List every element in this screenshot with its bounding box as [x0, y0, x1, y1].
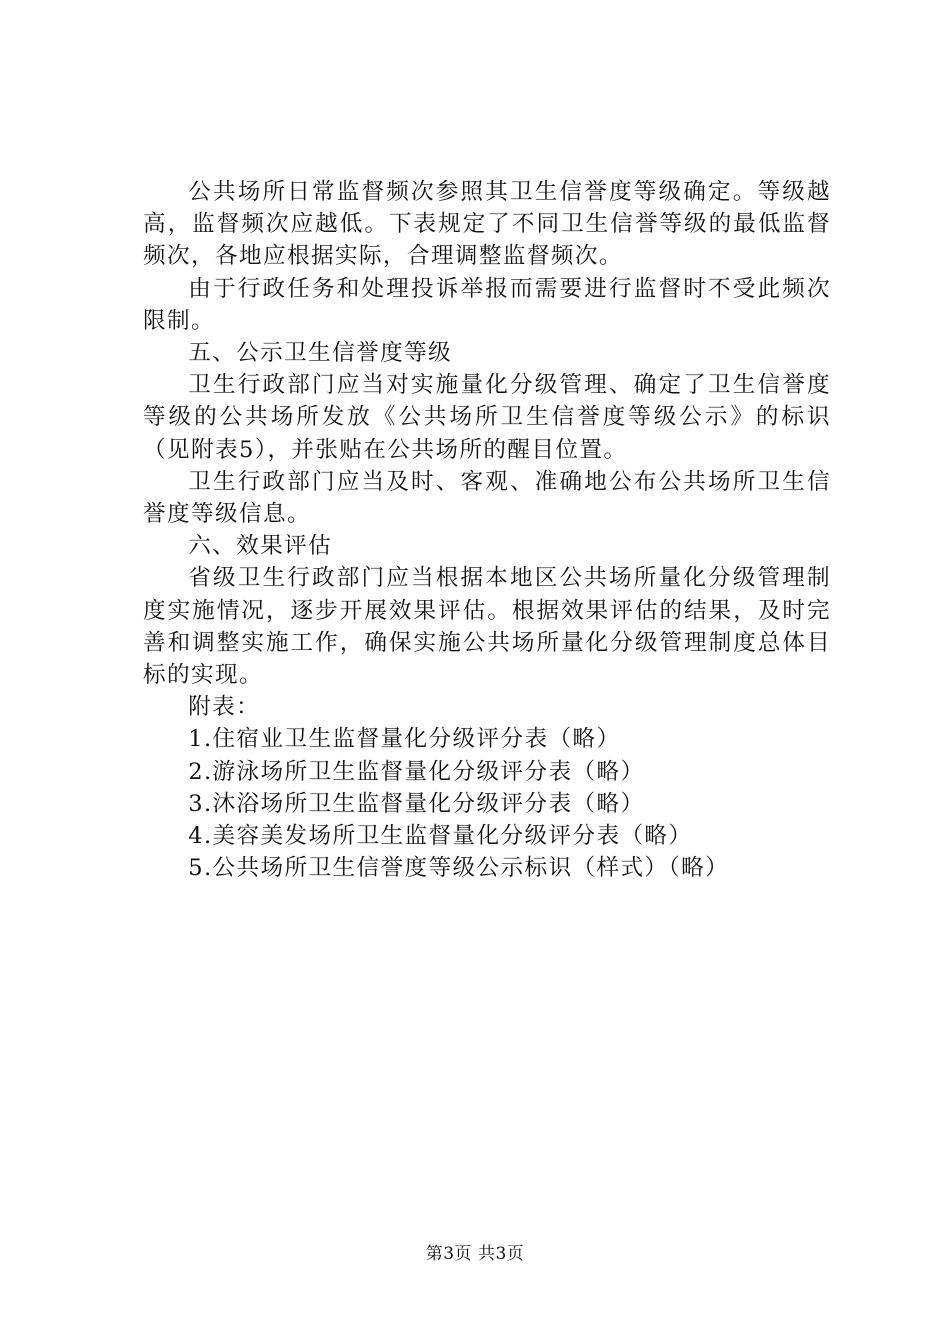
appendix-heading: 附表：: [188, 694, 261, 721]
section-heading-effect-evaluation: 六、效果评估: [188, 533, 333, 560]
section-heading-publicize-rating: 五、公示卫生信誉度等级: [188, 340, 453, 367]
appendix-item: 2.游泳场所卫生监督量化分级评分表（略）: [188, 758, 645, 785]
paragraph-evaluation: 省级卫生行政部门应当根据本地区公共场所量化分级管理制度实施情况，逐步开展效果评估。根据效果评估的结果，及时完善和调整实施工作，确保实施公共场所量化分级管理制度总体目标的实现。: [143, 565, 831, 689]
paragraph-inspection-frequency: 公共场所日常监督频次参照其卫生信誉度等级确定。等级越高，监督频次应越低。下表规定了不同卫生信誉等级的最低监督频次，各地应根据实际，合理调整监督频次。: [143, 179, 831, 270]
paragraph-publish-info: 卫生行政部门应当及时、客观、准确地公布公共场所卫生信誉度等级信息。: [143, 468, 831, 528]
appendix-item: 4.美容美发场所卫生监督量化分级评分表（略）: [188, 823, 693, 850]
appendix-item: 3.沐浴场所卫生监督量化分级评分表（略）: [188, 790, 645, 817]
appendix-item: 5.公共场所卫生信誉度等级公示标识（样式）（略）: [188, 855, 730, 882]
appendix-item: 1.住宿业卫生监督量化分级评分表（略）: [188, 726, 621, 753]
document-body: [143, 176, 831, 884]
paragraph-frequency-exception: 由于行政任务和处理投诉举报而需要进行监督时不受此频次限制。: [143, 275, 831, 334]
page-footer: 第3页 共3页: [425, 1244, 525, 1264]
paragraph-issue-label: 卫生行政部门应当对实施量化分级管理、确定了卫生信誉度等级的公共场所发放《公共场所卫生信誉度等级公示》的标识（见附表5），并张贴在公共场所的醒目位置。: [143, 372, 831, 463]
